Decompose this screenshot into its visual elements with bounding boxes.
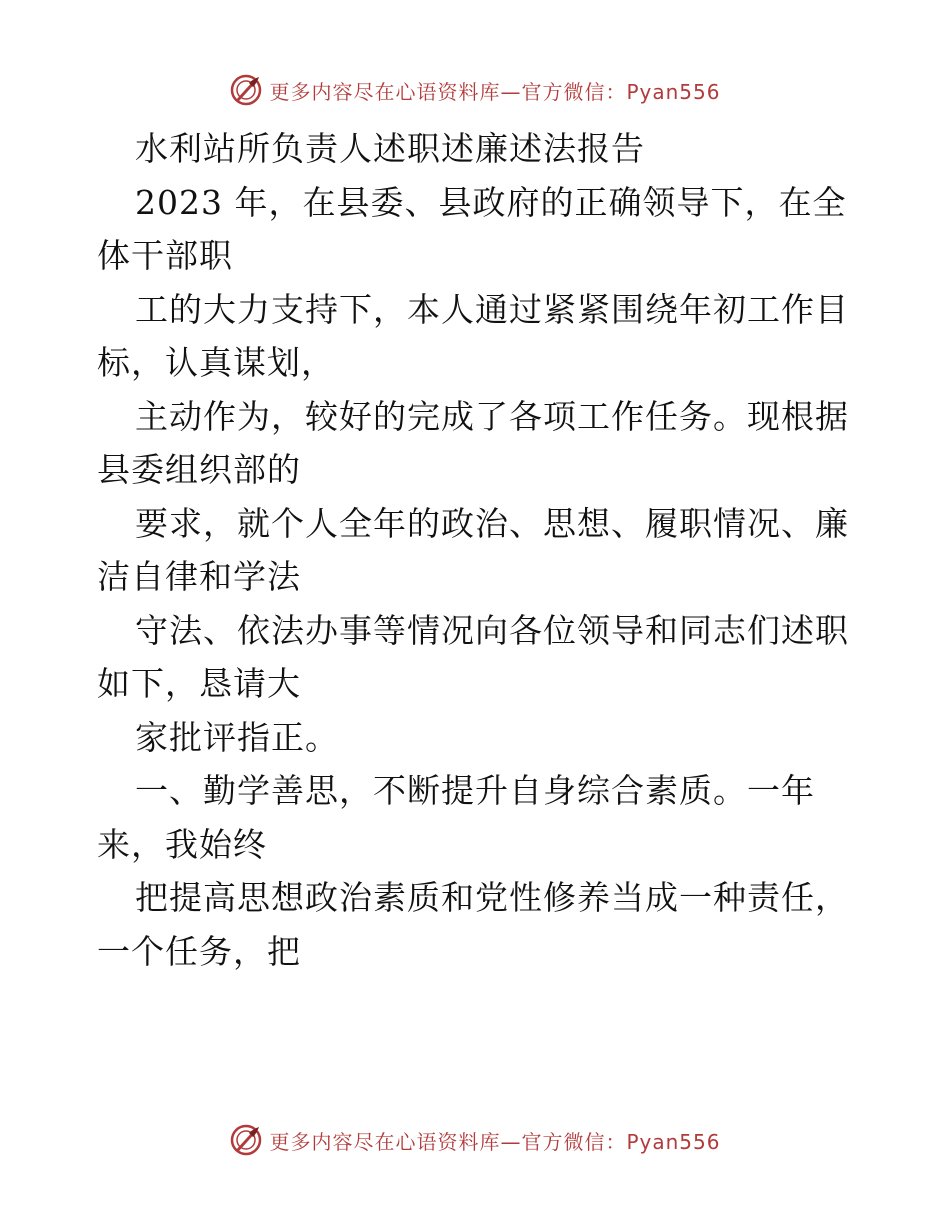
paragraph-line: 体干部职 [97, 236, 233, 275]
paragraph-line: 2023 年，在县委、县政府的正确领导下，在全 [135, 182, 847, 222]
quill-pen-circle-icon [229, 1123, 263, 1157]
paragraph-line: 来，我始终 [97, 824, 267, 864]
header-banner [0, 70, 950, 110]
document-title: 水利站所负责人述职述廉述法报告 [135, 129, 645, 168]
quill-pen-circle-icon [229, 73, 263, 107]
paragraph-line: 守法、依法办事等情况向各位领导和同志们述职 [135, 610, 849, 650]
paragraph-line: 要求，就个人全年的政治、思想、履职情况、廉 [135, 503, 849, 543]
paragraph-line: 主动作为，较好的完成了各项工作任务。现根据 [135, 396, 849, 436]
paragraph-line: 把提高思想政治素质和党性修养当成一种责任， [135, 878, 849, 917]
paragraph-line: 家批评指正。 [135, 717, 339, 757]
paragraph-line: 县委组织部的 [97, 450, 301, 489]
paragraph-line: 洁自律和学法 [97, 557, 301, 596]
paragraph-line: 一个任务，把 [97, 931, 301, 971]
banner-text: 更多内容尽在心语资料库—官方微信：Pyan556 [269, 79, 721, 104]
paragraph-line: 如下，恳请大 [97, 664, 301, 703]
footer-banner [0, 1120, 950, 1160]
section-heading-line: 一、勤学善思，不断提升自身综合素质。一年 [135, 771, 815, 810]
paragraph-line: 工的大力支持下，本人通过紧紧围绕年初工作目 [135, 289, 849, 329]
paragraph-line: 标，认真谋划， [97, 343, 335, 382]
banner-text: 更多内容尽在心语资料库—官方微信：Pyan556 [269, 1129, 721, 1154]
document-body [97, 122, 857, 978]
